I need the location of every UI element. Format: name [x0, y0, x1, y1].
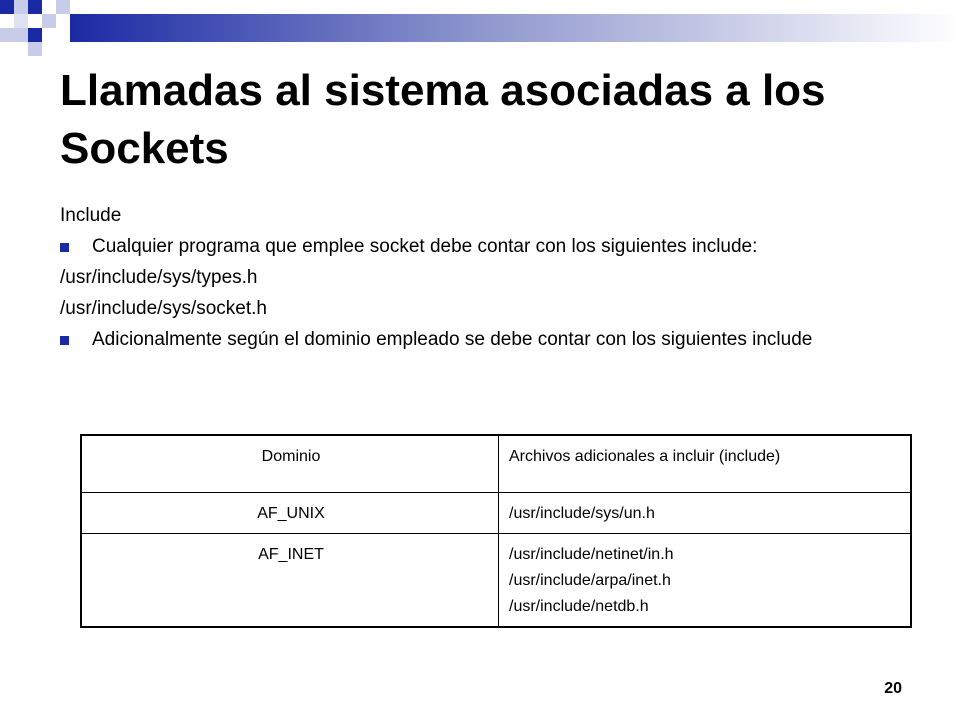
header-domain: Dominio: [81, 435, 499, 493]
square-bullet-icon: [60, 336, 69, 345]
slide-title: Llamadas al sistema asociadas a los Sockets: [60, 66, 826, 173]
decor-square: [0, 0, 14, 14]
decor-square: [14, 0, 28, 14]
decor-square: [14, 14, 28, 28]
include-files-table: [80, 434, 912, 628]
bullet-item: [60, 329, 860, 350]
decor-square: [28, 0, 42, 14]
include-heading: Include: [60, 205, 122, 226]
file-path: /usr/include/arpa/inet.h: [509, 572, 671, 589]
header-gradient-bar: [70, 14, 960, 42]
include-path-types: /usr/include/sys/types.h: [60, 267, 258, 288]
table-row: [81, 493, 911, 534]
decorative-squares: [0, 0, 80, 60]
header-files: Archivos adicionales a incluir (include): [499, 435, 912, 493]
bullet-item: [60, 236, 860, 257]
gradient-rect: [70, 14, 960, 42]
domain-cell: AF_INET: [81, 534, 499, 628]
page-number: 20: [884, 680, 902, 697]
decor-square: [28, 28, 42, 42]
table-row: [81, 534, 911, 628]
file-path: /usr/include/netdb.h: [509, 598, 649, 615]
decor-square: [42, 14, 56, 28]
header-gradient-svg: [70, 14, 960, 42]
domain-cell: AF_UNIX: [81, 493, 499, 534]
file-path: /usr/include/sys/un.h: [509, 505, 655, 522]
bullet-text: Adicionalmente según el dominio empleado se debe contar con los siguientes include: [92, 329, 813, 350]
square-bullet-icon: [60, 243, 69, 252]
slide-body: [60, 205, 860, 360]
decor-square: [14, 28, 28, 42]
files-cell: [499, 534, 912, 628]
table-header-row: [81, 435, 911, 493]
decor-square: [28, 42, 42, 56]
files-cell: [499, 493, 912, 534]
file-path: /usr/include/netinet/in.h: [509, 546, 674, 563]
include-path-socket: /usr/include/sys/socket.h: [60, 298, 267, 319]
decor-square: [0, 28, 14, 42]
decor-square: [56, 0, 70, 14]
bullet-text: Cualquier programa que emplee socket debe contar con los siguientes include:: [92, 236, 758, 257]
